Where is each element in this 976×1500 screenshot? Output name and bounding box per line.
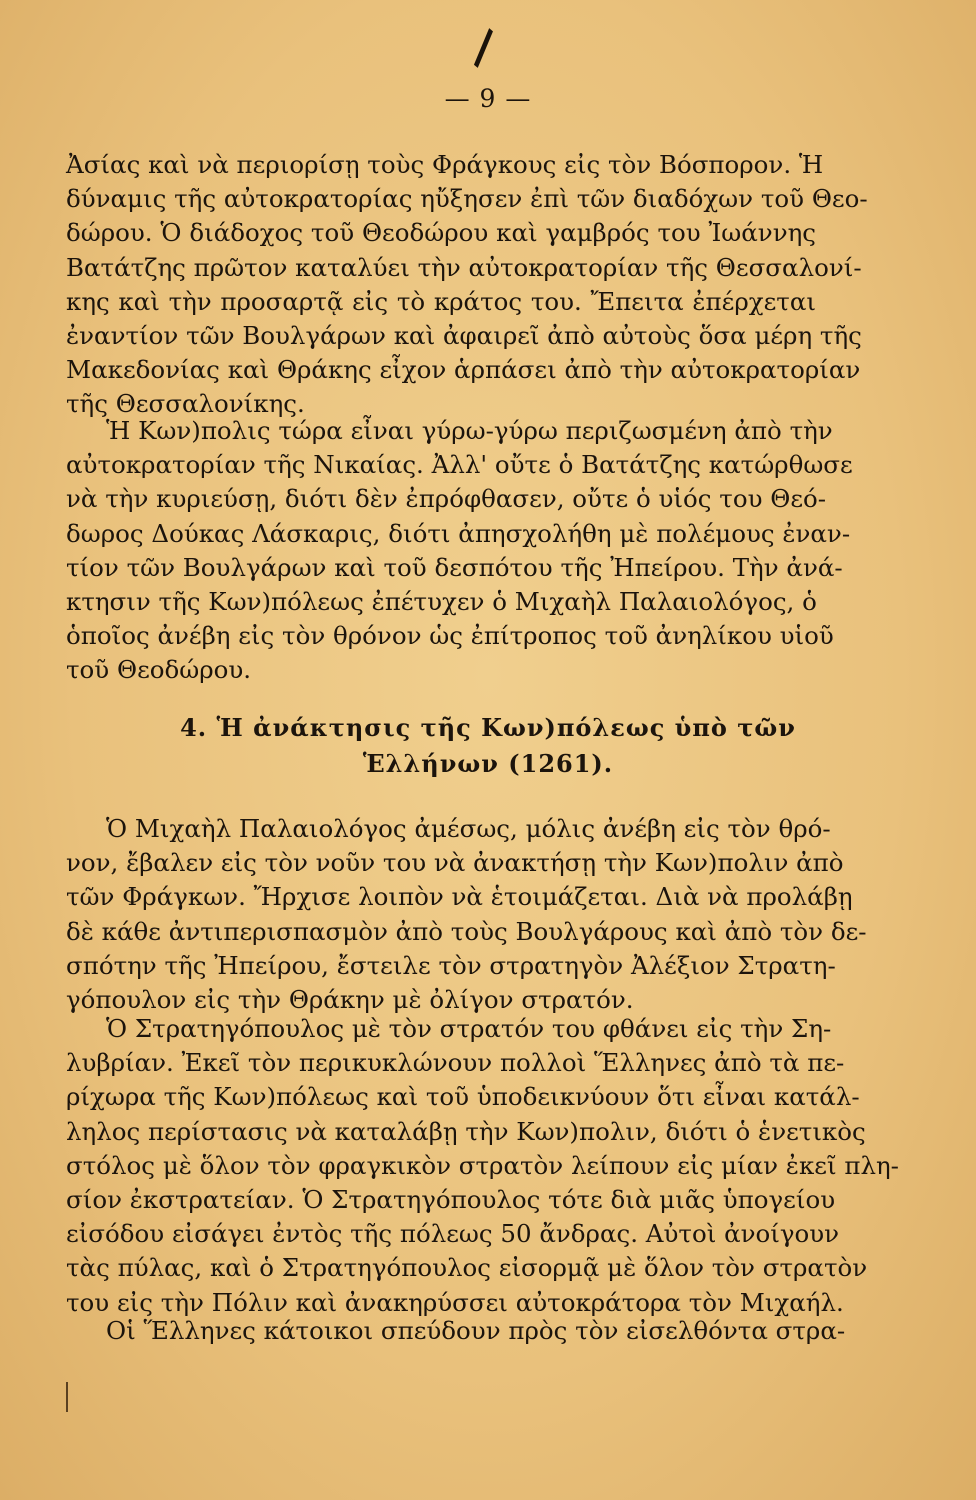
text-line: Μακεδονίας καὶ Θράκης εἶχον ἁρπάσει ἀπὸ τὴν αὐτοκρατορίαν: [66, 355, 861, 385]
text-line: ἐναντίον τῶν Βουλγάρων καὶ ἀφαιρεῖ ἀπὸ αὐτοὺς ὅσα μέρη τῆς: [66, 320, 862, 350]
text-line: τῶν Φράγκων. Ἤρχισε λοιπὸν νὰ ἑτοιμάζεται. Διὰ νὰ προλάβῃ: [66, 882, 853, 912]
text-line: Βατάτζης πρῶτον καταλύει τὴν αὐτοκρατορίαν τῆς Θεσσαλονί-: [66, 252, 862, 282]
page-number: — 9 —: [444, 84, 532, 113]
text-line: τίον τῶν Βουλγάρων καὶ τοῦ δεσπότου τῆς Ἠπείρου. Τὴν ἀνά-: [66, 552, 843, 582]
text-line: του εἰς τὴν Πόλιν καὶ ἀνακηρύσσει αὐτοκράτορα τὸν Μιχαήλ.: [66, 1287, 844, 1317]
section-heading: [0, 710, 976, 782]
text-line: εἰσόδου εἰσάγει ἐντὸς τῆς πόλεως 50 ἄνδρας. Αὐτοὶ ἀνοίγουν: [66, 1219, 840, 1249]
paragraph-4: [66, 1012, 899, 1320]
text-line: νὰ τὴν κυριεύσῃ, διότι δὲν ἐπρόφθασεν, οὔτε ὁ υἱός του Θεό-: [66, 484, 827, 514]
text-line: Ὁ Στρατηγόπουλος μὲ τὸν στρατόν του φθάνει εἰς τὴν Ση-: [106, 1014, 832, 1043]
text-line: ὁποῖος ἀνέβη εἰς τὸν θρόνον ὡς ἐπίτροπος τοῦ ἀνηλίκου υἱοῦ: [66, 621, 834, 651]
text-line: Ἀσίας καὶ νὰ περιορίσῃ τοὺς Φράγκους εἰς τὸν Βόσπορον. Ἡ: [66, 150, 824, 179]
corner-ink-mark: \: [460, 20, 509, 74]
text-line: δώρου. Ὁ διάδοχος τοῦ Θεοδώρου καὶ γαμβρός του Ἰωάννης: [66, 218, 816, 248]
text-line: λυβρίαν. Ἐκεῖ τὸν περικυκλώνουν πολλοὶ Ἕλληνες ἀπὸ τὰ πε-: [66, 1048, 845, 1078]
text-line: αὐτοκρατορίαν τῆς Νικαίας. Ἀλλ' οὔτε ὁ Βατάτζης κατώρθωσε: [66, 450, 853, 480]
text-line: δὲ κάθε ἀντιπερισπασμὸν ἀπὸ τοὺς Βουλγάρους καὶ ἀπὸ τὸν δε-: [66, 916, 867, 946]
text-line: σπότην τῆς Ἠπείρου, ἔστειλε τὸν στρατηγὸν Ἀλέξιον Στρατη-: [66, 950, 836, 980]
text-line: ληλος περίστασις νὰ καταλάβῃ τὴν Κων)πολιν, διότι ὁ ἑνετικὸς: [66, 1116, 866, 1146]
text-line: τὰς πύλας, καὶ ὁ Στρατηγόπουλος εἰσορμᾷ μὲ ὅλον τὸν στρατὸν: [66, 1253, 868, 1283]
text-line: Οἱ Ἕλληνες κάτοικοι σπεύδουν πρὸς τὸν εἰσελθόντα στρα-: [106, 1316, 846, 1345]
section-heading-line-1: 4. Ἡ ἀνάκτησις τῆς Κων)πόλεως ὑπὸ τῶν: [180, 713, 796, 742]
text-line: κτησιν τῆς Κων)πόλεως ἐπέτυχεν ὁ Μιχαὴλ Παλαιολόγος, ὁ: [66, 586, 817, 616]
text-line: τοῦ Θεοδώρου.: [66, 655, 252, 685]
text-line: στόλος μὲ ὅλον τὸν φραγκικὸν στρατὸν λείπουν εἰς μίαν ἐκεῖ πλη-: [66, 1150, 899, 1180]
text-line: ρίχωρα τῆς Κων)πόλεως καὶ τοῦ ὑποδεικνύουν ὅτι εἶναι κατάλ-: [66, 1082, 860, 1112]
text-line: δύναμις τῆς αὐτοκρατορίας ηὔξησεν ἐπὶ τῶν διαδόχων τοῦ Θεο-: [66, 184, 868, 214]
margin-ink-tick: [66, 1382, 68, 1412]
paragraph-2: [66, 414, 853, 688]
paragraph-1: [66, 148, 868, 422]
text-line: κης καὶ τὴν προσαρτᾷ εἰς τὸ κράτος του. Ἔπειτα ἐπέρχεται: [66, 286, 816, 316]
text-line: σίον ἐκστρατείαν. Ὁ Στρατηγόπουλος τότε διὰ μιᾶς ὑπογείου: [66, 1184, 836, 1214]
paragraph-3: [66, 812, 867, 1017]
section-heading-line-2: Ἑλλήνων (1261).: [362, 749, 614, 778]
text-line: δωρος Δούκας Λάσκαρις, διότι ἀπησχολήθη μὲ πολέμους ἐναν-: [66, 518, 851, 548]
text-line: Ἡ Κων)πολις τώρα εἶναι γύρω-γύρω περιζωσμένη ἀπὸ τὴν: [106, 416, 833, 445]
text-line: τῆς Θεσσαλονίκης.: [66, 389, 305, 419]
text-line: γόπουλον εἰς τὴν Θράκην μὲ ὀλίγον στρατόν.: [66, 984, 634, 1014]
paragraph-5: [66, 1314, 846, 1348]
text-line: νον, ἔβαλεν εἰς τὸν νοῦν του νὰ ἀνακτήσῃ τὴν Κων)πολιν ἀπὸ: [66, 848, 844, 878]
text-line: Ὁ Μιχαὴλ Παλαιολόγος ἀμέσως, μόλις ἀνέβη εἰς τὸν θρό-: [106, 814, 831, 843]
